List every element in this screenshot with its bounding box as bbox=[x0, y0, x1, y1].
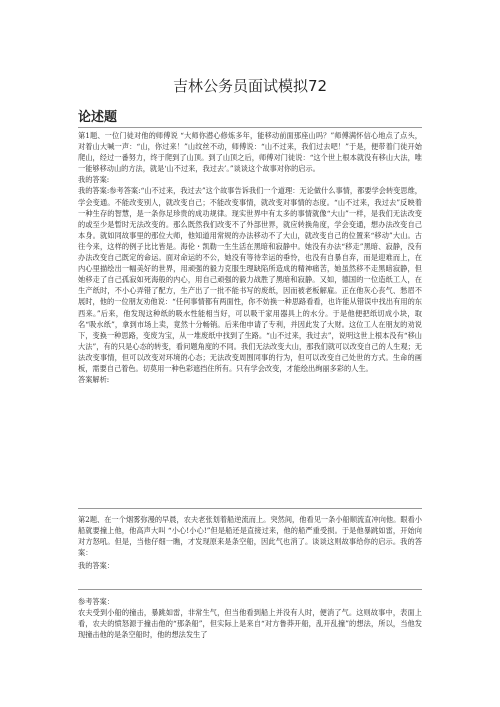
section-heading: 论述题 bbox=[78, 110, 118, 125]
question-2-answer-block bbox=[78, 596, 422, 640]
question-2-reference-label: 参考答案： bbox=[78, 597, 114, 606]
question-2-reference-answer: 农夫受到小船的撞击，暴跳如雷，非常生气，但当他看到船上并没有人时，便消了气。这则故事中，表面上看，农夫的愤怒源于撞击他的“那条船”，但实际上是来自“对方鲁莽开船，乱开乱撞”的想法，所以，当他发现撞击他的是条空船时，他的想法发生了 bbox=[78, 608, 422, 640]
answer-divider bbox=[78, 589, 422, 590]
section-divider bbox=[78, 127, 422, 128]
question-2-block bbox=[78, 514, 422, 571]
document-title: 吉林公务员面试模拟72 bbox=[172, 77, 328, 95]
question-divider bbox=[78, 508, 422, 509]
question-2-text: 第2题、在一个烟雾弥漫的早晨，农夫老张划着船逆流而上。突然间，他看见一条小船顺流直冲向他。眼看小船就要撞上他，他高声大叫 “小心!小心!”但是船还是直接过来，他的船严重受损。于是他暴跳如雷，开始向对方怒吼。但是，当他仔细一瞧，才发现原来是条空船，因此气也消了。谈谈这则故事给你的启示。我的答案： bbox=[78, 515, 422, 558]
question-1-my-answer-label: 我的答案: bbox=[78, 175, 110, 185]
question-1-analysis-label: 答案解析: bbox=[78, 375, 110, 385]
question-2-my-answer-label: 我的答案： bbox=[78, 561, 114, 571]
question-1-block bbox=[78, 130, 422, 385]
question-1-text: 第1题、一位门徒对他的师傅说 “大师你潜心修炼多年，能移动前面那座山吗？”师傅满怀信心地点了点头，对着山大喊一声：“山，你过来！”山纹丝不动，师傅说：“山不过来，我们过去吧！”于是，便带着门徒开始爬山，经过一番努力，终于爬到了山顶。到了山顶之后，师傅对门徒说：“这个世上根本就没有移山大法，唯一能够移动山的方法，就是‘山不过来，我过去’。”谈谈这个故事对你的启示。 bbox=[78, 131, 422, 174]
question-1-reference-answer: 我的答案:参考答案:“山不过来，我过去”这个故事告诉我们一个道理：无论做什么事情，都要学会转变思维，学会变通。不能改变别人，就改变自己；不能改变事情，就改变对事情的态度。“山不过来，我过去”反映着一种生存的智慧，是一条你足珍贵的成功规律。现实世界中有太多的事情就像“大山”一样，是我们无法改变的或至少是暂时无法改变的。那么既然我们改变不了外部世界，就应转换角度，学会变通，想办法改变自己本身。就如同故事里的那位大师，他知道用常规的办法移动不了大山，就改变自己的位置来“移动”大山。古往今来，这样的例子比比皆是。海伦・凯勒一生生活在黑暗和寂静中。她没有办法“移走”黑暗、寂静，没有办法改变自己既定的命运。面对命运的不公，她没有等待幸运的垂怜，也没有自暴自弃，而是迎难而上，在内心里描绘出一幅美好的世界，用顽强的毅力克服生理缺陷所造成的精神痛苦，她虽然移不走黑暗寂静，但她移走了自己孤寂如死海般的内心，用自己顽强的毅力战胜了黑暗和寂静。又如，德国的一位造纸工人，在生产纸时，不小心弄错了配方，生产出了一批不能书写的废纸，因而被老板解雇。正在他灰心丧气、愁眉不展时，他的一位朋友劝他说：“任何事情都有两面性，你不妨换一种思路看看，也许能从错误中找出有用的东西来。”后来，他发现这种纸的吸水性能相当好，可以吸干家用器具上的水分。于是他便把纸切成小块，取名“吸水纸”，拿到市场上卖，竟然十分畅销。后来他申请了专利，并因此发了大财。这位工人在朋友的劝说下，变换一种思路，变废为宝，从一堆废纸中找到了生路。“山不过来，我过去”，说明这世上根本没有“移山大法”，有的只是心态的转变，看问题角度的不同。我们无法改变大山，那我们就可以改变自己的人生观；无法改变事情，但可以改变对环境的心态；无法改变周围同事的行为，但可以改变自己处世的方式。生命的画板，需要自己着色。切莫用一种色彩遮挡住所有。只有学会改变，才能绘出绚丽多彩的人生。 bbox=[78, 186, 422, 373]
